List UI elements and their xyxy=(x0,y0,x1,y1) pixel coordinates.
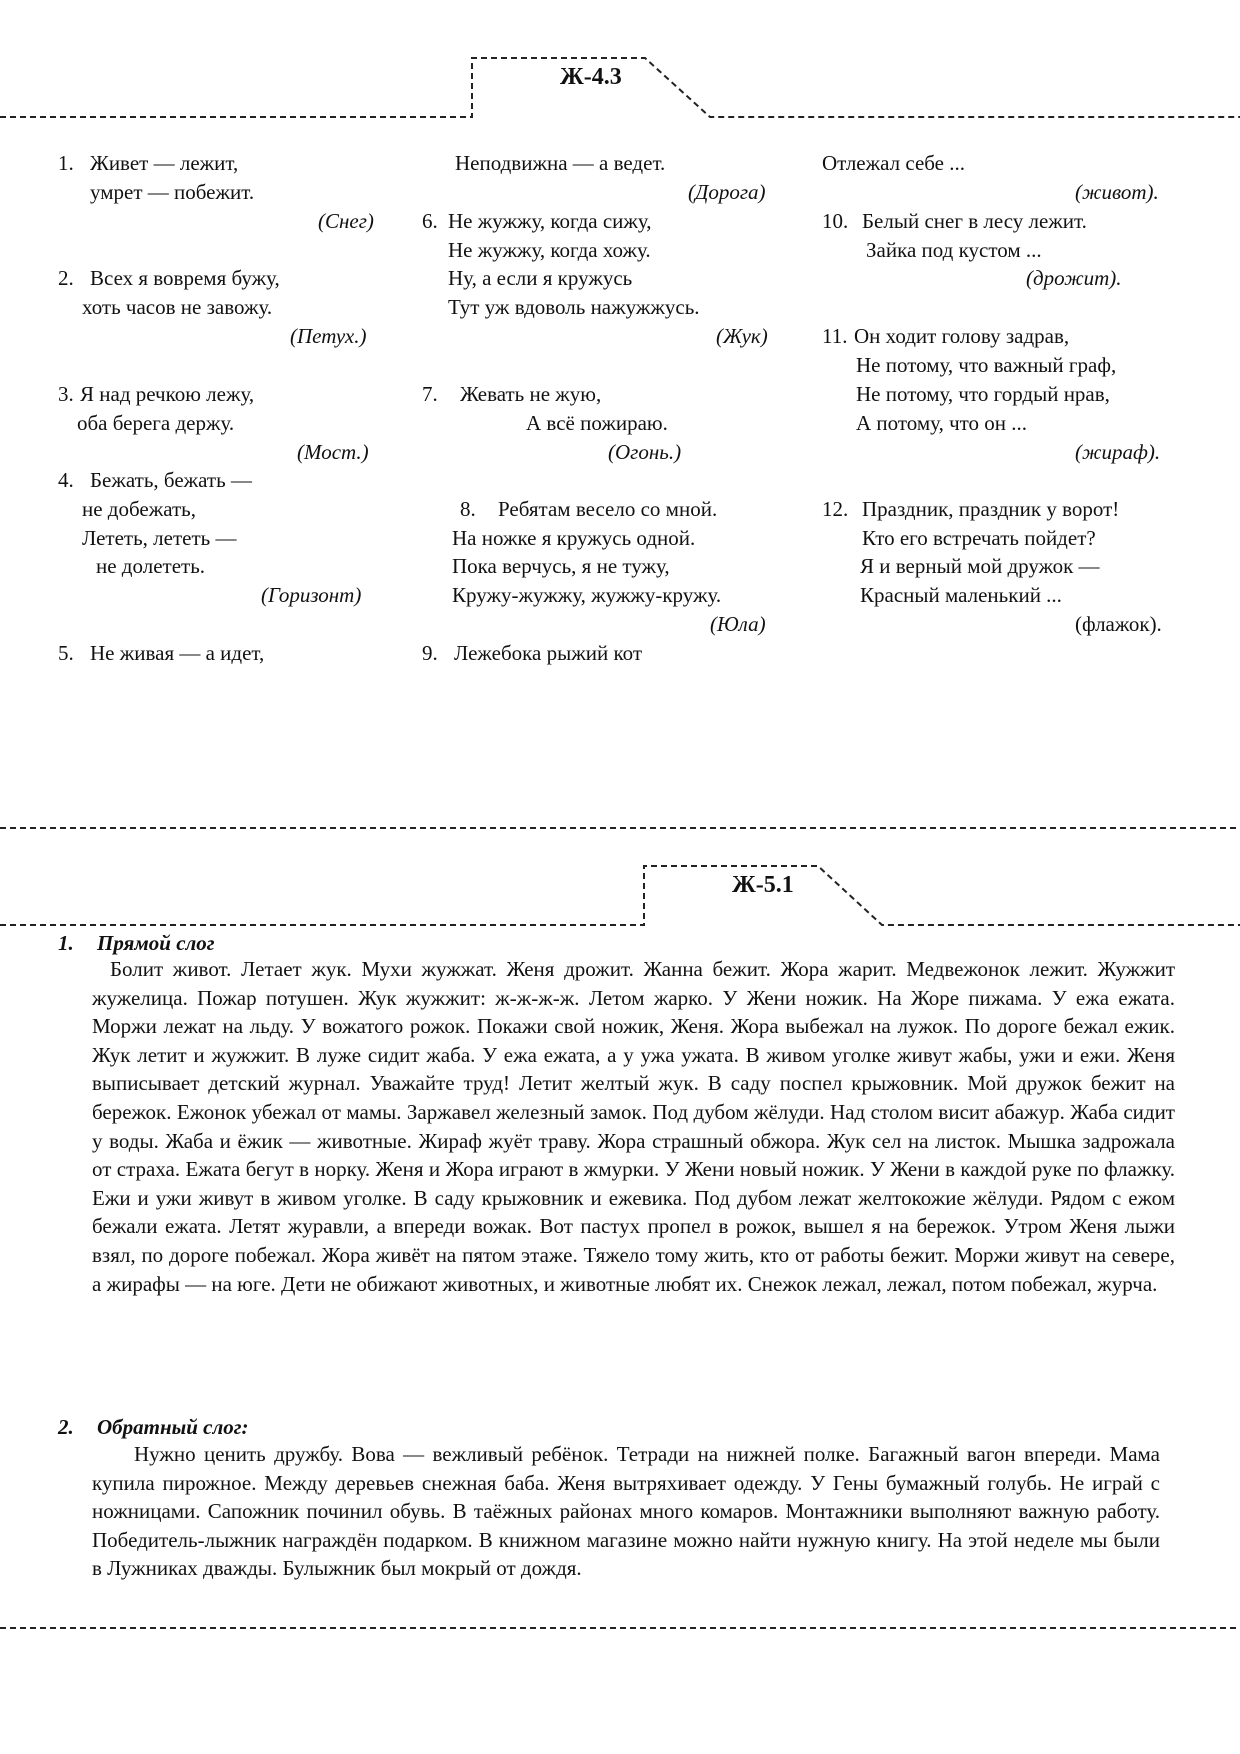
riddle-line: Жевать не жую, xyxy=(460,382,602,406)
section-code-1: Ж-4.3 xyxy=(560,64,622,90)
riddle-line: Живет — лежит, xyxy=(90,151,239,175)
riddle-answer: (дрожит). xyxy=(1026,266,1122,290)
riddle-line: Не живая — а идет, xyxy=(90,641,265,665)
riddle-line: Ребятам весело со мной. xyxy=(498,497,718,521)
riddle-line: На ножке я кружусь одной. xyxy=(452,526,696,550)
riddle-line: Не жужжу, когда сижу, xyxy=(448,209,652,233)
riddle-line: Не жужжу, когда хожу. xyxy=(448,238,651,262)
riddle-answer: (Горизонт) xyxy=(261,583,362,607)
riddle-line: умрет — побежит. xyxy=(90,180,255,204)
riddle-line: А всё пожираю. xyxy=(526,411,668,435)
riddle-line: Белый снег в лесу лежит. xyxy=(862,209,1087,233)
riddle-line: Зайка под кустом ... xyxy=(866,238,1042,262)
riddle-line: Бежать, бежать — xyxy=(90,468,252,492)
riddle-number: 12. xyxy=(822,497,849,521)
riddle-line: Он ходит голову задрав, xyxy=(854,324,1070,348)
riddle-number: 9. xyxy=(422,641,438,665)
riddle-answer: (живот). xyxy=(1075,180,1159,204)
riddle-line: Я и верный мой дружок — xyxy=(860,554,1100,578)
riddle-line: Я над речкою лежу, xyxy=(80,382,255,406)
part1-text: Болит живот. Летает жук. Мухи жужжат. Женя дрожит. Жанна бежит. Жора жарит. Медвежонок лежит. Жужжит жужелица. Пожар потушен. Жук жужжит: ж-ж-ж-ж. Летом жарко. У Жени ножик. На Жоре пижама. У ежа ежата. Моржи лежат на льду. У вожатого рожок. Покажи свой ножик, Женя. Жора выбежал на лужок. По дороге бежал ежик. Жук летит и жужжит. В луже сидит жаба. У ежа ежата, а у ужа ужата. В живом уголке живут жабы, ужи и ежи. Женя выписывает детский журнал. Уважайте труд! Летит желтый жук. В саду поспел крыжовник. Мой дружок бежит на бережок. Ежонок убежал от мамы. Заржавел железный замок. Под дубом жёлуди. Над столом висит абажур. Жаба сидит у воды. Жаба и ёжик — животные. Жираф жуёт траву. Жора страшный обжора. Жук сел на листок. Мышка задрожала от страха. Ежата бегут в норку. Женя и Жора играют в жмурки. У Жени новый ножик. У Жени в каждой руке по флажку. Ежи и ужи живут в живом уголке. В саду крыжовник и ежевика. Под дубом лежат желтокожие жёлуди. Рядом с ежом бежали ежата. Летят журавли, а впереди вожак. Вот пастух пропел в рожок, вышел я на бережок. Утром Женя лыжи взял, по дороге побежал. Жора живёт на пятом этаже. Тяжело тому жить, кто от работы бежит. Моржи живут на севере, а жирафы — на юге. Дети не обижают животных, и животные любят их. Снежок лежал, лежал, потом побежал, журча. xyxy=(92,957,1175,1296)
riddle-number: 10. xyxy=(822,209,849,233)
riddle-line: Кто его встречать пойдет? xyxy=(862,526,1096,550)
riddle-number: 3. xyxy=(58,382,74,406)
riddle-line: оба берега держу. xyxy=(77,411,235,435)
riddle-answer: (Юла) xyxy=(710,612,766,636)
riddle-line: Красный маленький ... xyxy=(860,583,1062,607)
section-code-2: Ж-5.1 xyxy=(732,872,794,898)
riddle-line: Кружу-жужжу, жужжу-кружу. xyxy=(452,583,722,607)
riddle-number: 8. xyxy=(460,497,476,521)
riddle-line: Праздник, праздник у ворот! xyxy=(862,497,1120,521)
riddle-number: 4. xyxy=(58,468,74,492)
riddle-number: 2. xyxy=(58,266,74,290)
riddle-line: Не потому, что гордый нрав, xyxy=(856,382,1110,406)
part2-text: Нужно ценить дружбу. Вова — вежливый ребёнок. Тетради на нижней полке. Багажный вагон впереди. Мама купила пирожное. Между деревьев снежная баба. Женя вытряхивает одежду. У Гены бумажный голубь. Не играй с ножницами. Сапожник починил обувь. В таёжных районах много комаров. Монтажники выполняют важную работу. Победитель-лыжник награждён подарком. В книжном магазине можно найти нужную книгу. На этой неделе мы были в Лужниках дважды. Булыжник был мокрый от дождя. xyxy=(92,1442,1160,1581)
riddle-line: Не потому, что важный граф, xyxy=(856,353,1117,377)
riddle-number: 6. xyxy=(422,209,438,233)
riddle-line: Всех я вовремя бужу, xyxy=(90,266,280,290)
riddle-line: Лежебока рыжий кот xyxy=(454,641,642,665)
riddle-number: 11. xyxy=(822,324,848,348)
riddle-line: Лететь, лететь — xyxy=(82,526,237,550)
riddle-answer: (флажок). xyxy=(1075,612,1162,636)
riddle-line: Тут уж вдоволь нажужжусь. xyxy=(448,295,700,319)
part1-number: 1. xyxy=(58,931,74,955)
riddle-answer: (Петух.) xyxy=(290,324,367,348)
riddle-number: 5. xyxy=(58,641,74,665)
riddle-answer: (Дорога) xyxy=(688,180,766,204)
riddle-line: не долететь. xyxy=(96,554,206,578)
part1-title: Прямой слог xyxy=(97,931,215,955)
riddle-answer: (Мост.) xyxy=(297,440,369,464)
riddle-line: хоть часов не завожу. xyxy=(82,295,273,319)
riddle-answer: (жираф). xyxy=(1075,440,1161,464)
part2-number: 2. xyxy=(58,1415,74,1439)
part2-title: Обратный слог: xyxy=(97,1415,249,1439)
riddle-answer: (Огонь.) xyxy=(608,440,682,464)
riddle-line: Неподвижна — а ведет. xyxy=(455,151,666,175)
riddle-answer: (Жук) xyxy=(716,324,768,348)
riddle-number: 7. xyxy=(422,382,438,406)
riddle-line: Пока верчусь, я не тужу, xyxy=(452,554,670,578)
riddle-answer: (Снег) xyxy=(318,209,374,233)
riddle-number: 1. xyxy=(58,151,74,175)
riddle-line: А потому, что он ... xyxy=(856,411,1028,435)
riddle-line: не добежать, xyxy=(82,497,197,521)
riddle-line: Ну, а если я кружусь xyxy=(448,266,633,290)
riddle-line: Отлежал себе ... xyxy=(822,151,965,175)
